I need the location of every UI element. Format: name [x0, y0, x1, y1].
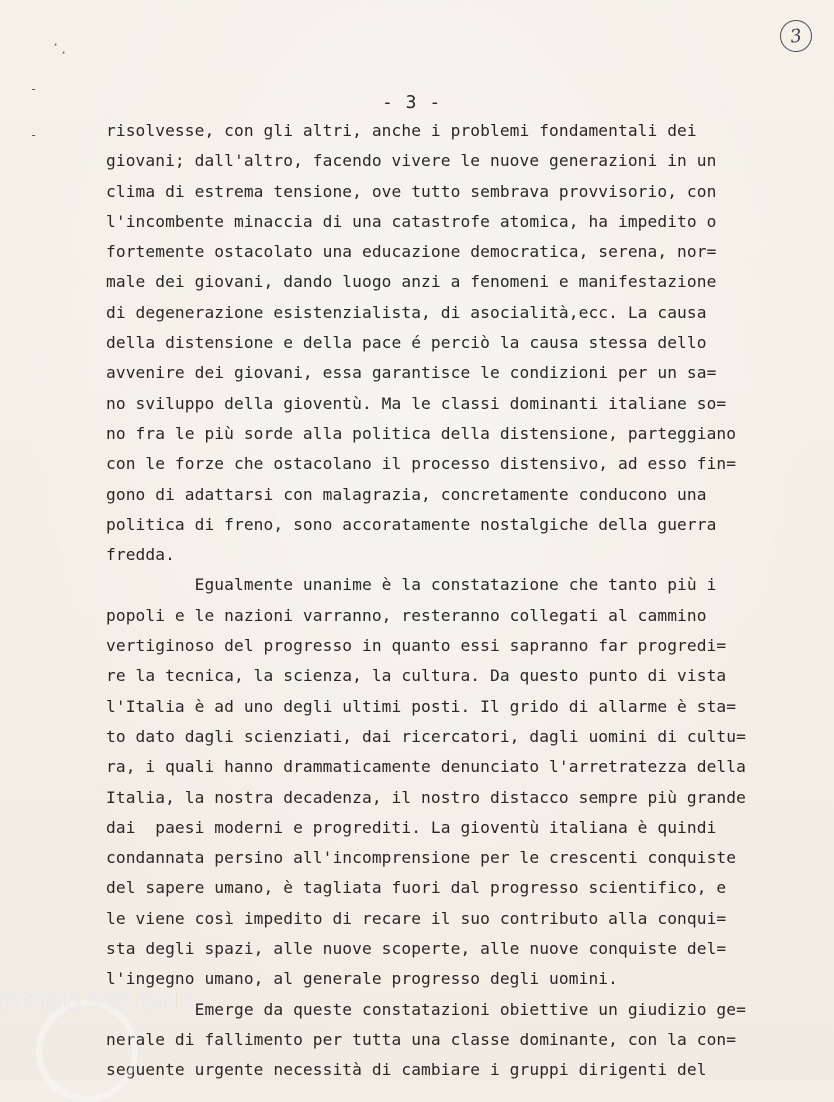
- scan-speck: ·: [60, 46, 68, 60]
- text-line: l'ingegno umano, al generale progresso degli uomini.: [106, 969, 618, 989]
- text-line: popoli e le nazioni varranno, resteranno collegati al cammino: [106, 605, 707, 625]
- text-line: no sviluppo della gioventù. Ma le classi dominanti italiane so=: [106, 393, 727, 413]
- text-line: nerale di fallimento per tutta una classe dominante, con la con=: [106, 1029, 737, 1049]
- text-line: l'Italia è ad uno degli ultimi posti. Il grido di allarme è sta=: [106, 696, 737, 716]
- text-line: seguente urgente necessità di cambiare i gruppi dirigenti del: [106, 1060, 707, 1080]
- text-line: male dei giovani, dando luogo anzi a fenomeni e manifestazione: [106, 272, 717, 292]
- scan-speck: -: [30, 82, 38, 96]
- text-line: vertiginoso del progresso in quanto essi sapranno far progredi=: [106, 636, 727, 656]
- text-line: ra, i quali hanno drammaticamente denunciato l'arretratezza della: [106, 757, 746, 777]
- text-line: avvenire dei giovani, essa garantisce le condizioni per un sa=: [106, 363, 717, 383]
- text-line: fredda.: [106, 545, 175, 565]
- text-line: clima di estrema tensione, ove tutto sembrava provvisorio, con: [106, 181, 717, 201]
- watermark: FONDAZIONE: [0, 988, 199, 1016]
- text-line: risolvesse, con gli altri, anche i problemi fondamentali dei: [106, 121, 697, 140]
- text-line: le viene così impedito di recare il suo contributo alla conqui=: [106, 908, 727, 928]
- text-line: gono di adattarsi con malagrazia, concretamente conducono una: [106, 484, 707, 504]
- text-line: condannata persino all'incomprensione per le crescenti conquiste: [106, 848, 737, 868]
- text-line: fortemente ostacolato una educazione democratica, serena, nor=: [106, 242, 717, 262]
- text-line: della distensione e della pace é perciò la causa stessa dello: [106, 333, 707, 353]
- paragraph-start-line: Egualmente unanime è la constatazione che tanto più i: [106, 575, 717, 595]
- scan-speck: ·: [52, 38, 60, 52]
- text-line: del sapere umano, è tagliata fuori dal progresso scientifico, e: [106, 878, 727, 898]
- circled-page-annotation: [778, 18, 814, 54]
- text-line: no fra le più sorde alla politica della distensione, parteggiano: [106, 423, 737, 443]
- text-line: re la tecnica, la scienza, la cultura. Da questo punto di vista: [106, 666, 727, 686]
- text-line: con le forze che ostacolano il processo distensivo, ad esso fin=: [106, 454, 737, 474]
- text-line: di degenerazione esistenzialista, di asocialità,ecc. La causa: [106, 302, 707, 322]
- text-line: to dato dagli scienziati, dai ricercatori, dagli uomini di cultu=: [106, 726, 746, 746]
- scan-speck: -: [30, 128, 38, 142]
- typewritten-body: [106, 116, 786, 1086]
- text-line: giovani; dall'altro, facendo vivere le nuove generazioni in un: [106, 151, 717, 171]
- text-line: l'incombente minaccia di una catastrofe atomica, ha impedito o: [106, 211, 717, 231]
- text-line: politica di freno, sono accoratamente nostalgiche della guerra: [106, 514, 717, 534]
- text-line: Italia, la nostra decadenza, il nostro distacco sempre più grande: [106, 787, 746, 807]
- text-line: dai paesi moderni e progrediti. La gioventù italiana è quindi: [106, 817, 717, 837]
- text-line: sta degli spazi, alle nuove scoperte, alle nuove conquiste del=: [106, 939, 727, 959]
- paragraph-start-line: Emerge da queste constatazioni obiettive un giudizio ge=: [106, 999, 746, 1019]
- page-number: - 3 -: [382, 92, 442, 113]
- circled-page-annotation-text: 3: [788, 24, 804, 48]
